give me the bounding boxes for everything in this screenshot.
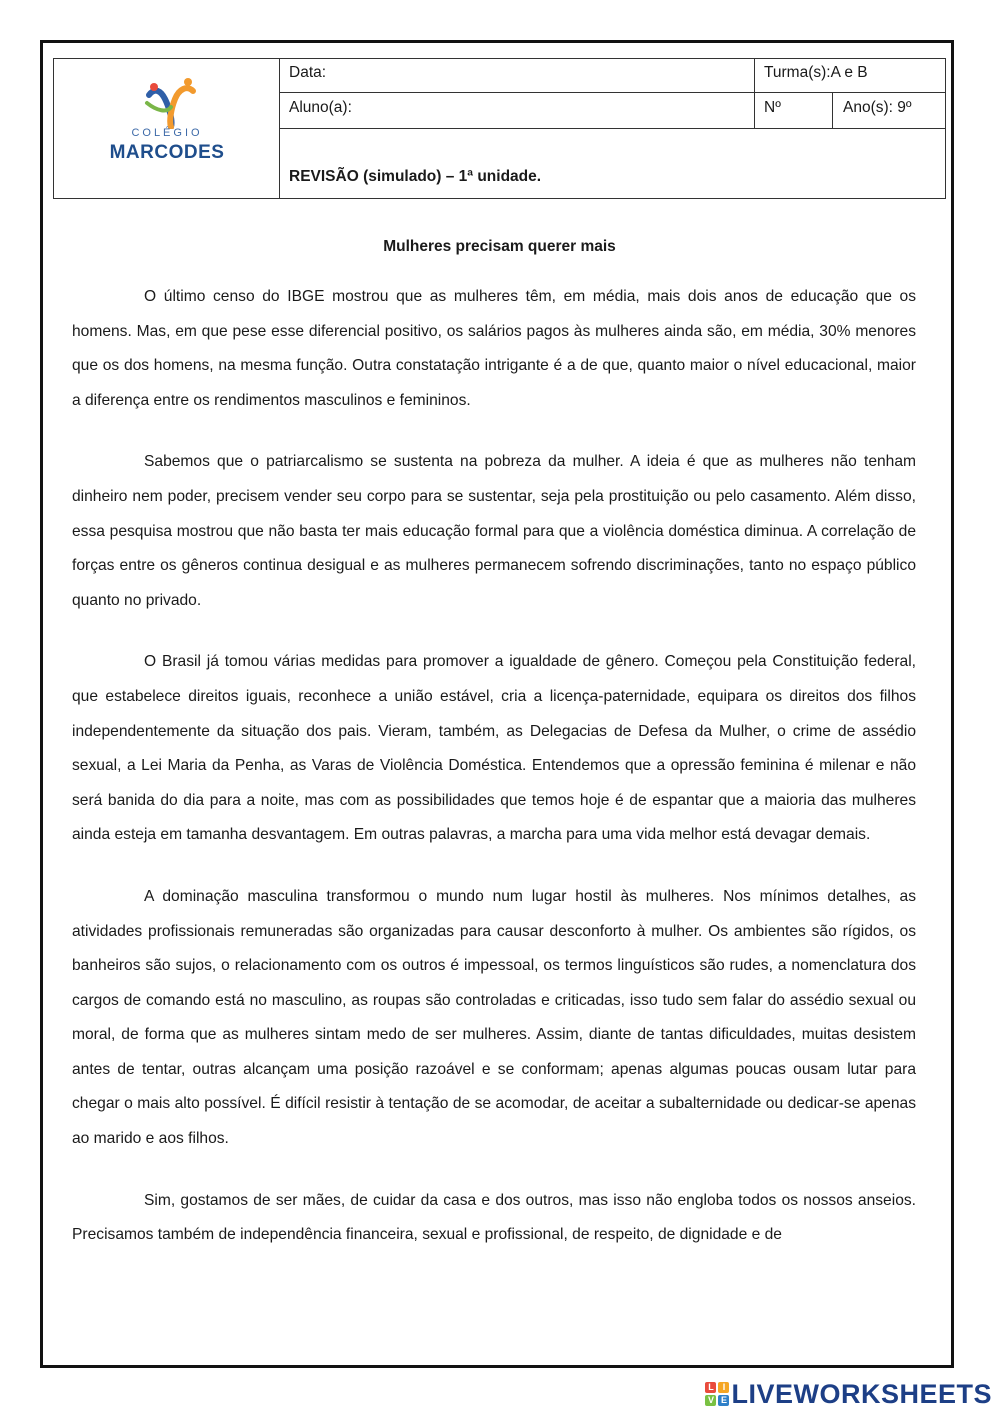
paragraph: A dominação masculina transformou o mundo num lugar hostil às mulheres. Nos mínimos detalhes, as atividades profissionais remuneradas são organizadas para causar desconforto à mulher. Os ambientes são rígidos, os banheiros são sujos, o relacionamento com os outros é impessoal, os termos linguísticos são rudes, a nomenclatura dos cargos de comando está no masculino, as roupas são controladas e criticadas, isso tudo sem falar do assédio sexual ou moral, de forma que as mulheres sintam medo de ser mulheres. Assim, diante de tantas dificuldades, muitas desistem antes de tentar, outras alcançam uma posição razoável e se conformam; apenas algumas poucas ousam lutar para chegar o mais alto possível. É difícil resistir à tentação de se acomodar, de aceitar a subalternidade ou dedicar-se apenas ao marido e aos filhos.: [72, 887, 916, 1148]
liveworksheets-logo-icon: [705, 1382, 729, 1406]
paragraph: O último censo do IBGE mostrou que as mulheres têm, em média, mais dois anos de educação que os homens. Mas, em que pese esse diferencial positivo, os salários pagos às mulheres ainda são, em média, 30% menores que os dos homens, na mesma função. Outra constatação intrigante é a de que, quanto maior o nível educacional, maior a diferença entre os rendimentos masculinos e femininos.: [72, 288, 916, 409]
logo-subtitle: COLÉGIO: [131, 127, 203, 139]
date-field[interactable]: Data:: [289, 64, 327, 81]
wm-letter: I: [718, 1382, 729, 1393]
school-logo-icon: [141, 77, 201, 129]
class-field: Turma(s):A e B: [764, 64, 868, 81]
liveworksheets-text: LIVEWORKSHEETS: [731, 1378, 992, 1409]
header-table: [53, 58, 946, 199]
header-divider: [280, 92, 946, 93]
article-body: [72, 280, 916, 1280]
paragraph: Sabemos que o patriarcalismo se sustenta na pobreza da mulher. A ideia é que as mulheres não tenham dinheiro nem poder, precisem vender seu corpo para se sustentar, seja pela prostituição ou pelo casamento. Além disso, essa pesquisa mostrou que não basta ter mais educação formal para que a violência doméstica diminua. A correlação de forças entre os gêneros continua desigual e as mulheres permanecem sofrendo discriminações, tanto no espaço público quanto no privado.: [72, 453, 916, 609]
liveworksheets-watermark: [705, 1377, 992, 1411]
header-divider: [754, 59, 755, 128]
wm-letter: E: [718, 1395, 729, 1406]
wm-letter: L: [705, 1382, 716, 1393]
student-name-field[interactable]: Aluno(a):: [289, 99, 352, 116]
header-divider: [280, 128, 946, 129]
paragraph: O Brasil já tomou várias medidas para promover a igualdade de gênero. Começou pela Constituição federal, que estabelece direitos iguais, reconhece a união estável, cria a licença-paternidade, equipara os direitos dos filhos independentemente da situação dos pais. Vieram, também, as Delegacias de Defesa da Mulher, o crime de assédio sexual, a Lei Maria da Penha, as Varas de Violência Doméstica. Entendemos que a opressão feminina é milenar e não será banida do dia para a noite, mas com as possibilidades que temos hoje é de espantar que a maioria das mulheres ainda esteja em tamanha desvantagem. Em outras palavras, a marcha para uma vida melhor está devagar demais.: [72, 653, 916, 844]
logo-name: MARCODES: [109, 142, 225, 163]
wm-letter: V: [705, 1395, 716, 1406]
school-logo: [54, 59, 280, 198]
header-divider: [832, 93, 833, 128]
student-number-field[interactable]: Nº: [764, 99, 781, 116]
article-title: Mulheres precisam querer mais: [383, 238, 616, 255]
paragraph: Sim, gostamos de ser mães, de cuidar da casa e dos outros, mas isso não engloba todos os nossos anseios. Precisamos também de independência financeira, sexual e profissional, de respeito, de dignidade e de: [72, 1191, 916, 1244]
exam-title: REVISÃO (simulado) – 1ª unidade.: [289, 168, 542, 185]
school-year-field: Ano(s): 9º: [843, 99, 912, 116]
